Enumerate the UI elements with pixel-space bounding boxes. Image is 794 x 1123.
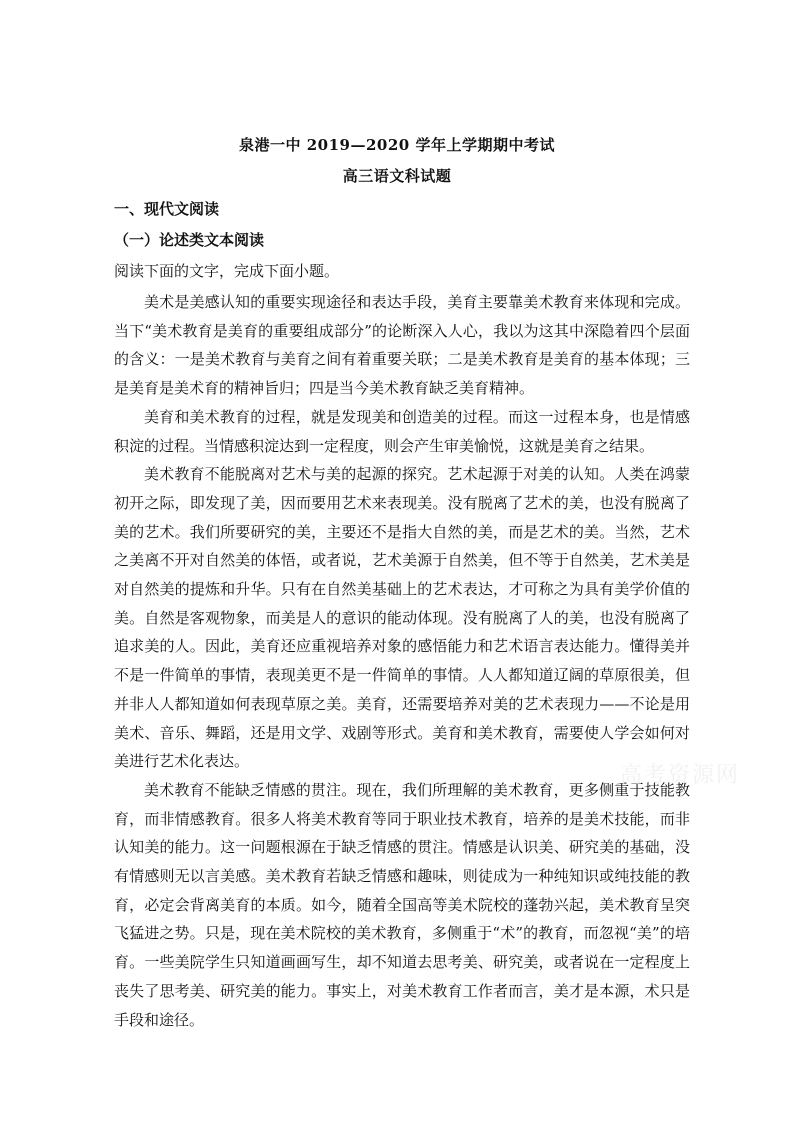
paragraph-3: 美术教育不能脱离对艺术与美的起源的探究。艺术起源于对美的认知。人类在鸿蒙初开之际，即发现了美，因而要用艺术来表现美。没有脱离了艺术的美，也没有脱离了美的艺术。我们所要研究的美，主要还不是指大自然的美，而是艺术的美。当然，艺术之美离不开对自然美的体悟，或者说，艺术美源于自然美，但不等于自然美，艺术美是对自然美的提炼和升华。只有在自然美基础上的艺术表达，才可称之为具有美学价值的美。自然是客观物象，而美是人的意识的能动体现。没有脱离了人的美，也没有脱离了追求美的人。因此，美育还应重视培养对象的感悟能力和艺术语言表达能力。懂得美并不是一件简单的事情，表现美更不是一件简单的事情。人人都知道辽阔的草原很美，但并非人人都知道如何表现草原之美。美育，还需要培养对美的艺术表现力——不论是用美术、音乐、舞蹈，还是用文学、戏剧等形式。美育和美术教育，需要使人学会如何对美进行艺术化表达。	[114, 465, 690, 771]
subsection-heading: （一）论述类文本阅读	[114, 231, 265, 249]
section-heading: 一、现代文阅读	[114, 200, 220, 218]
watermark: 高考资源网	[620, 763, 741, 788]
subject-title: 高三语文科试题	[342, 167, 452, 185]
paragraph-2: 美育和美术教育的过程，就是发现美和创造美的过程。而这一过程本身，也是情感积淀的过程。当情感积淀达到一定程度，则会产生审美愉悦，这就是美育之结果。	[114, 407, 690, 455]
article-body	[114, 288, 690, 1034]
exam-title: 泉港一中 2019—2020 学年上学期期中考试	[239, 136, 555, 154]
paragraph-4: 美术教育不能缺乏情感的贯注。现在，我们所理解的美术教育，更多侧重于技能教育，而非情感教育。很多人将美术教育等同于职业技术教育，培养的是美术技能，而非认知美的能力。这一问题根源在于缺乏情感的贯注。情感是认识美、研究美的基础，没有情感则无以言美感。美术教育若缺乏情感和趣味，则徒成为一种纯知识或纯技能的教育，必定会背离美育的本质。如今，随着全国高等美术院校的蓬勃兴起，美术教育呈突飞猛进之势。只是，现在美术院校的美术教育，多侧重于“术”的教育，而忽视“美”的培育。一些美院学生只知道画画写生，却不知道去思考美、研究美，或者说在一定程度上丧失了思考美、研究美的能力。事实上，对美术教育工作者而言，美才是本源，术只是手段和途径。	[114, 780, 690, 1029]
paragraph-1: 美术是美感认知的重要实现途径和表达手段，美育主要靠美术教育来体现和完成。当下“美术教育是美育的重要组成部分”的论断深入人心，我以为这其中深隐着四个层面的含义：一是美术教育与美育之间有着重要关联；二是美术教育是美育的基本体现；三是美育是美术育的精神旨归；四是当今美术教育缺乏美育精神。	[114, 293, 690, 398]
reading-instruction: 阅读下面的文字，完成下面小题。	[114, 262, 340, 280]
